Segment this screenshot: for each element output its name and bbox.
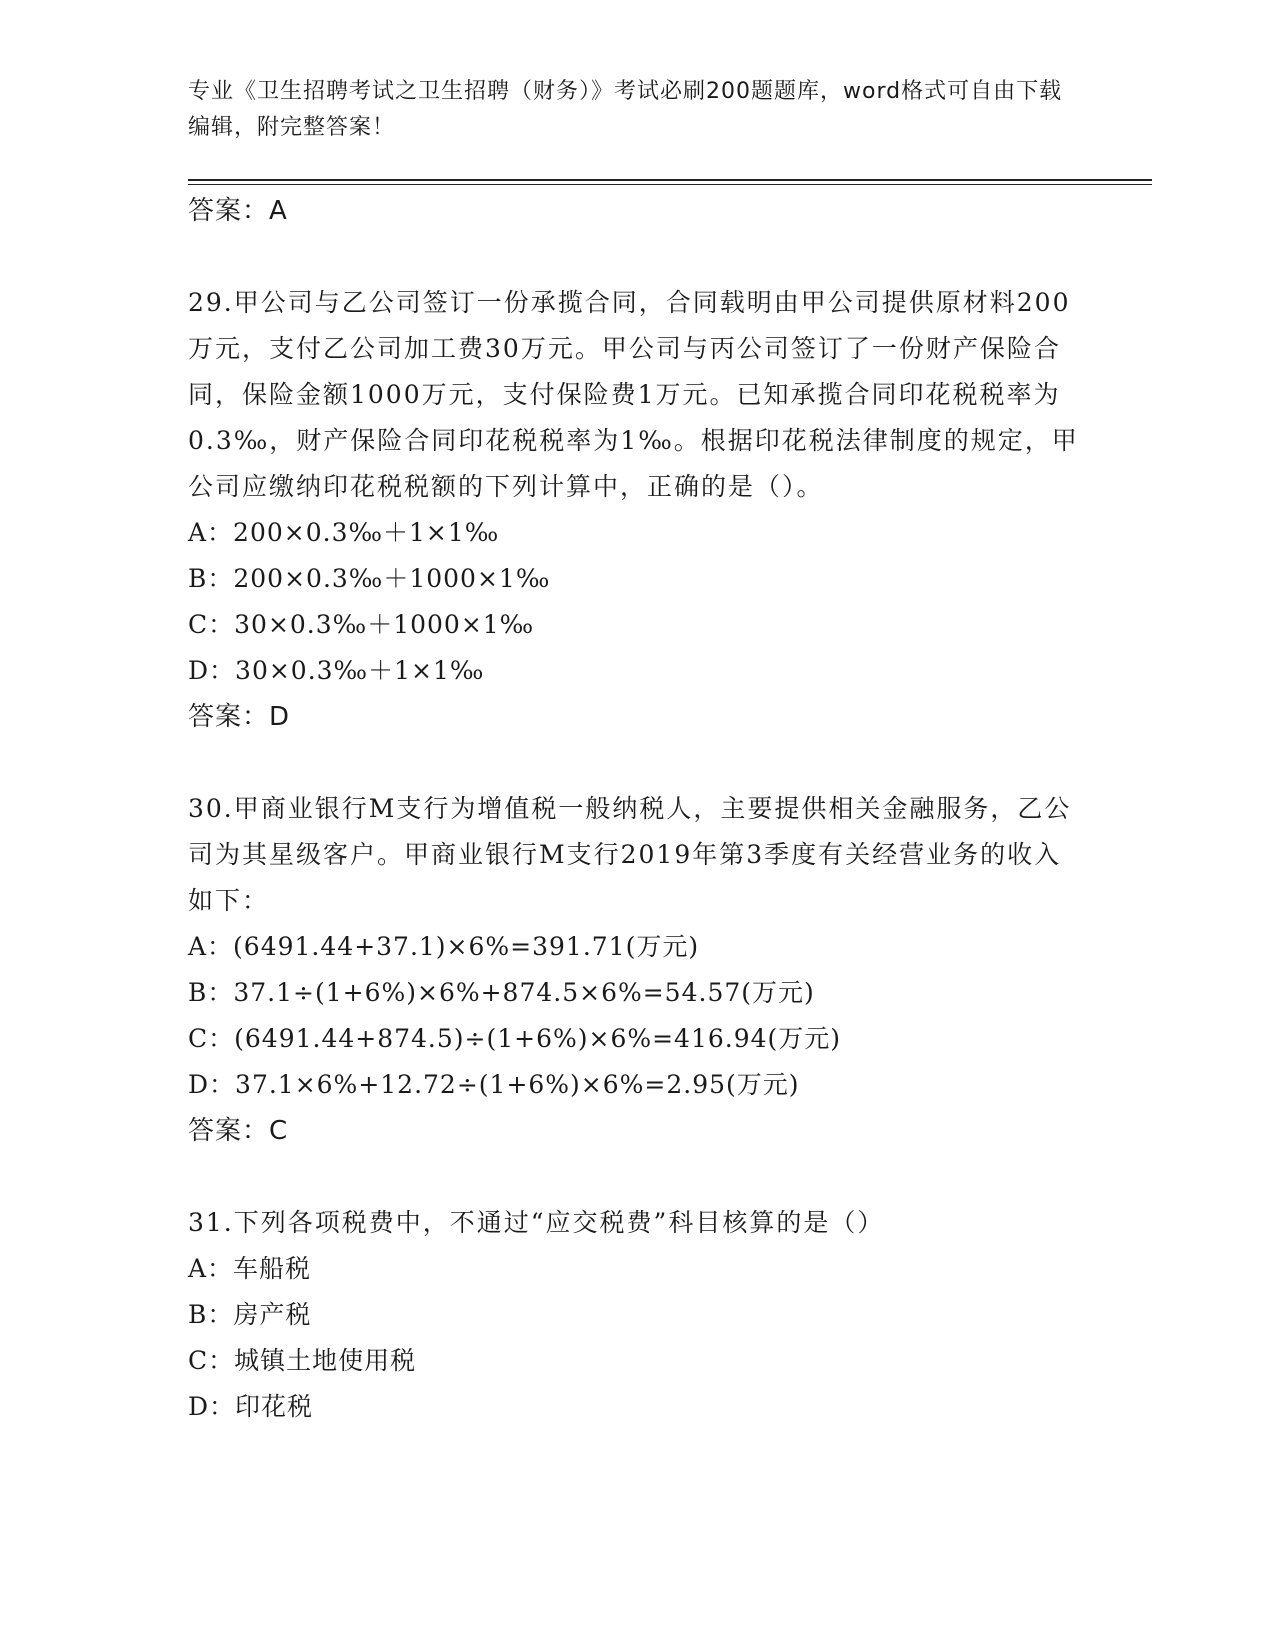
answer-value: A xyxy=(269,196,288,226)
question-29 xyxy=(188,280,1088,740)
option-c: C：30×0.3‰＋1000×1‰ xyxy=(188,610,535,639)
option-a: A：200×0.3‰＋1×1‰ xyxy=(188,518,500,547)
option-c: C：(6491.44+874.5)÷(1+6%)×6%=416.94(万元) xyxy=(188,1024,842,1053)
question-30 xyxy=(188,786,1088,1154)
header-rule-thick xyxy=(188,179,1152,181)
answer-value: D xyxy=(269,702,291,732)
option-b: B：房产税 xyxy=(188,1300,312,1329)
option-d: D：印花税 xyxy=(188,1392,314,1421)
question-text: 30.甲商业银行M支行为增值税一般纳税人，主要提供相关金融服务，乙公司为其星级客户。甲商业银行M支行2019年第3季度有关经营业务的收入如下： xyxy=(188,794,1072,915)
option-b: B：37.1÷(1+6%)×6%+874.5×6%=54.57(万元) xyxy=(188,978,815,1007)
option-c: C：城镇土地使用税 xyxy=(188,1346,417,1375)
option-d: D：37.1×6%+12.72÷(1+6%)×6%=2.95(万元) xyxy=(188,1070,800,1099)
option-b: B：200×0.3‰＋1000×1‰ xyxy=(188,564,551,593)
answer-label: 答案： xyxy=(188,1116,270,1146)
spacer xyxy=(188,1154,1088,1200)
spacer xyxy=(188,234,1088,280)
question-answer xyxy=(188,1108,1088,1154)
option-a: A：车船税 xyxy=(188,1254,312,1283)
option-d: D：30×0.3‰＋1×1‰ xyxy=(188,656,485,685)
spacer xyxy=(188,740,1088,786)
answer-value: C xyxy=(269,1116,289,1146)
page-header: 专业《卫生招聘考试之卫生招聘（财务）》考试必刷200题题库，word格式可自由下载编辑，附完整答案！ xyxy=(188,79,1063,140)
question-answer xyxy=(188,694,1088,740)
question-text: 31.下列各项税费中，不通过“应交税费”科目核算的是（） xyxy=(188,1208,885,1237)
question-31 xyxy=(188,1200,1088,1430)
option-a: A：(6491.44+37.1)×6%=391.71(万元) xyxy=(188,932,700,961)
header-rule-thin xyxy=(188,184,1152,185)
question-text: 29.甲公司与乙公司签订一份承揽合同，合同载明由甲公司提供原材料200万元，支付乙公司加工费30万元。甲公司与丙公司签订了一份财产保险合同，保险金额1000万元，支付保险费1万元。已知承揽合同印花税税率为0.3‰，财产保险合同印花税税率为1‰。根据印花税法律制度的规定，甲公司应缴纳印花税税额的下列计算中，正确的是（）。 xyxy=(188,288,1079,501)
answer-label: 答案： xyxy=(188,702,270,732)
answer-label: 答案： xyxy=(188,196,270,226)
previous-answer xyxy=(188,188,1088,234)
question-list xyxy=(188,188,1088,1430)
